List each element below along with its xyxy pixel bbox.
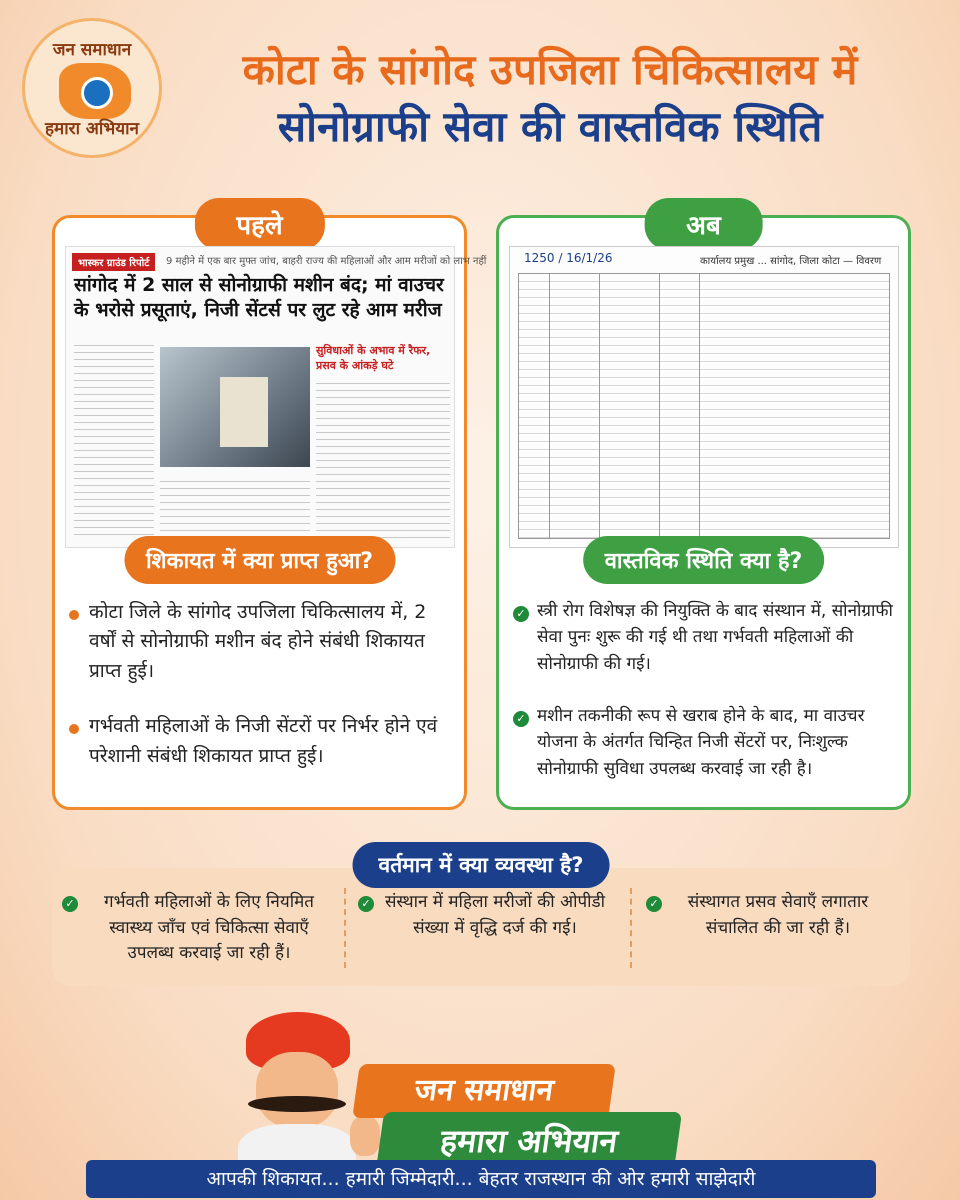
- list-item: [513, 598, 894, 677]
- now-panel: [496, 211, 911, 810]
- clipping-text-column: [74, 339, 154, 539]
- check-icon: ✓: [513, 606, 529, 622]
- complaint-text: गर्भवती महिलाओं के निजी सेंटरों पर निर्भर होने एवं परेशानी संबंधी शिकायत प्राप्त हुई।: [89, 715, 438, 767]
- thumbs-up-icon: [350, 1116, 380, 1156]
- before-heading: पहले: [194, 198, 324, 250]
- clipping-strap: 9 महीने में एक बार मुफ्त जांच, बाहरी राज्य की महिलाओं और आम मरीजों को लाभ नहीं: [166, 256, 487, 267]
- clipping-text-column: [316, 377, 450, 539]
- arrangement-heading: वर्तमान में क्या व्यवस्था है?: [353, 842, 610, 888]
- current-arrangement-box: [52, 853, 910, 986]
- check-icon: ✓: [358, 896, 374, 912]
- clipping-text-column: [160, 475, 310, 539]
- campaign-banner-line1: जन समाधान: [352, 1064, 616, 1118]
- divider: [344, 888, 346, 968]
- check-icon: ✓: [646, 896, 662, 912]
- arrangement-item: [62, 890, 332, 967]
- official-document: [509, 246, 899, 548]
- clipping-tag: भास्कर ग्राउंड रिपोर्ट: [72, 253, 155, 271]
- actual-status-subheading: वास्तविक स्थिति क्या है?: [583, 536, 825, 584]
- list-item: [513, 703, 894, 782]
- document-table: [518, 273, 890, 539]
- logo-emblem: [22, 18, 162, 158]
- campaign-banner-line2: हमारा अभियान: [376, 1112, 682, 1170]
- logo-bottom-text: हमारा अभियान: [45, 119, 139, 139]
- clipping-headline: सांगोद में 2 साल से सोनोग्राफी मशीन बंद; मां वाउचर के भरोसे प्रसूताएं, निजी सेंटर्स पर लुट रहे आम मरीज: [74, 274, 444, 321]
- clipping-photo: [160, 347, 310, 467]
- clipping-side-title: सुविधाओं के अभाव में रैफर, प्रसव के आंकड़े घटे: [316, 344, 431, 372]
- document-handwritten-note: 1250 / 16/1/26: [524, 251, 613, 265]
- arrangement-item: [358, 890, 608, 941]
- complaint-text: कोटा जिले के सांगोद उपजिला चिकित्सालय में, 2 वर्षों से सोनोग्राफी मशीन बंद होने संबंधी शिकायत प्राप्त हुई।: [89, 601, 427, 682]
- page-title-line1: कोटा के सांगोद उपजिला चिकित्सालय में: [242, 45, 858, 94]
- divider: [630, 888, 632, 968]
- list-item: [69, 712, 450, 771]
- arrangement-text: संस्थान में महिला मरीजों की ओपीडी संख्या में वृद्धि दर्ज की गई।: [384, 892, 606, 938]
- status-text: स्त्री रोग विशेषज्ञ की नियुक्ति के बाद संस्थान में, सोनोग्राफी सेवा पुनः शुरू की गई थी तथा गर्भवती महिलाओं की सोनोग्राफी की गई।: [537, 601, 893, 674]
- document-header: कार्यालय प्रमुख ... सांगोद, जिला कोटा — विवरण: [700, 256, 882, 267]
- arrangement-text: गर्भवती महिलाओं के लिए नियमित स्वास्थ्य जाँच एवं चिकित्सा सेवाएँ उपलब्ध करवाई जा रही हैं।: [104, 892, 314, 963]
- logo-top-text: जन समाधान: [52, 40, 132, 60]
- check-icon: ✓: [62, 896, 78, 912]
- status-text: मशीन तकनीकी रूप से खराब होने के बाद, मा वाउचर योजना के अंतर्गत चिन्हित निजी सेंटरों पर, निःशुल्क सोनोग्राफी सुविधा उपलब्ध करवाई जा रही है।: [537, 706, 865, 779]
- complaint-list: [69, 598, 450, 797]
- list-item: [69, 598, 450, 686]
- bullet-dot-icon: [69, 610, 79, 620]
- newspaper-clipping: [65, 246, 487, 548]
- complaint-subheading: शिकायत में क्या प्राप्त हुआ?: [124, 536, 395, 584]
- page-title-line2: सोनोग्राफी सेवा की वास्तविक स्थिति: [277, 102, 823, 151]
- status-list: [513, 598, 894, 808]
- rajasthani-mascot-icon: [232, 1012, 362, 1172]
- rajasthan-map-icon: [59, 63, 131, 119]
- arrangement-item: [646, 890, 886, 941]
- now-heading: अब: [644, 198, 763, 250]
- tagline-strip: आपकी शिकायत... हमारी जिम्मेदारी... बेहतर राजस्थान की ओर हमारी साझेदारी: [86, 1160, 876, 1198]
- before-panel: [52, 211, 487, 810]
- arrangement-text: संस्थागत प्रसव सेवाएँ लगातार संचालित की जा रही हैं।: [687, 892, 869, 938]
- check-icon: ✓: [513, 711, 529, 727]
- bullet-dot-icon: [69, 724, 79, 734]
